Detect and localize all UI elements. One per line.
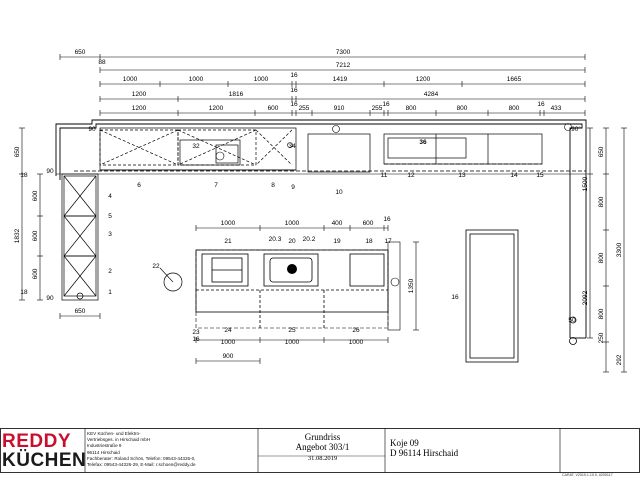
sink-drain-icon [216, 152, 224, 160]
dim-left-top: 650 [14, 146, 21, 158]
dim-right-4: 800 [598, 252, 605, 264]
label-36: 36 [419, 139, 427, 146]
left-tall-unit [62, 174, 98, 300]
dim-row4-a: 1200 [131, 91, 147, 98]
dim-left-small2: 18 [20, 172, 28, 179]
wall-socket-icon [333, 126, 340, 133]
dim-row5-g: 255 [371, 105, 383, 112]
dim-row5-f: 910 [333, 105, 345, 112]
software-version: CARAT, V2019.1.10.0, #200117 [562, 473, 613, 477]
dim-row5-h: 16 [382, 101, 390, 108]
right-dimension-labels [582, 146, 623, 365]
dim-island-left1: 23 [192, 329, 200, 336]
dim-row4-d: 4284 [423, 91, 439, 98]
plan-type: Grundriss [304, 432, 341, 442]
dim-left-small1: 90 [46, 168, 54, 175]
dim-row3-d: 16 [290, 72, 298, 79]
pos-12: 12 [407, 172, 415, 179]
pos-16: 16 [451, 294, 459, 301]
pos-10: 10 [335, 189, 343, 196]
dim-right-3: 3300 [616, 242, 623, 258]
dim-row5-i: 800 [405, 105, 417, 112]
customer-line2: D 96114 Hirschaid [390, 448, 459, 458]
left-dimensions [19, 128, 100, 319]
offer-number: Angebot 303/1 [295, 442, 350, 452]
pos-15: 15 [536, 172, 544, 179]
dim-island-offset: 900 [222, 353, 234, 360]
dim-row3-a: 1000 [122, 76, 138, 83]
kitchen-island [196, 250, 388, 328]
left-wall-numbers [108, 193, 112, 296]
pos-20-3: 20.3 [268, 236, 282, 243]
dim-row5-k: 800 [508, 105, 520, 112]
address-line: KEV Küchen- und Elektro- [87, 431, 141, 436]
pos-2: 2 [108, 268, 112, 275]
room-walls [56, 120, 586, 338]
right-socket-icon [570, 338, 577, 345]
dim-row5-e: 255 [298, 105, 310, 112]
dim-island-top3: 400 [331, 220, 343, 227]
pos-4: 4 [108, 193, 112, 200]
dim-island-left2: 16 [192, 336, 200, 343]
project-info [260, 428, 385, 472]
dim-row3-g: 1665 [506, 76, 522, 83]
dim-row5-l: 16 [537, 101, 545, 108]
dim-row3-e: 1419 [332, 76, 348, 83]
dim-row3-c: 1000 [253, 76, 269, 83]
dim-right-8: 250 [598, 332, 605, 344]
dim-right-2: 800 [598, 196, 605, 208]
pos-24: 24 [224, 327, 232, 334]
pos-19: 19 [333, 238, 341, 245]
dim-left-offset: 650 [74, 49, 86, 56]
pos-3: 3 [108, 231, 112, 238]
dim-island-bot2: 1000 [284, 339, 300, 346]
pos-5: 5 [108, 213, 112, 220]
dim-row5-m: 433 [550, 105, 562, 112]
address-line: 96114 Hirschaid [87, 449, 120, 455]
address-line: Industriestraße 9 [87, 443, 122, 449]
dim-island-top1: 1000 [220, 220, 236, 227]
dim-row2-a: 88 [98, 59, 106, 66]
pos-25: 25 [288, 327, 296, 334]
dim-island-top2: 1000 [284, 220, 300, 227]
dim-wall-top-left: 90 [88, 126, 96, 133]
pos-20: 20 [288, 238, 296, 245]
dim-island-top5: 16 [383, 216, 391, 223]
dim-row5-b: 1200 [208, 105, 224, 112]
pos-22: 22 [152, 263, 160, 270]
pos-26: 26 [352, 327, 360, 334]
sink-tap-icon [287, 264, 297, 274]
dim-row2-b: 7212 [335, 62, 351, 69]
dim-left-small3: 90 [46, 295, 54, 302]
dim-left-seg2: 600 [32, 230, 39, 242]
label-32: 32 [192, 143, 200, 150]
dim-total-width: 7300 [335, 49, 351, 56]
dim-row3-b: 1000 [188, 76, 204, 83]
pos-14: 14 [510, 172, 518, 179]
pos-20-2: 20.2 [302, 236, 316, 243]
pos-9: 9 [291, 184, 295, 191]
dim-row5-d: 16 [290, 101, 298, 108]
plan-date: 31.08.2019 [307, 455, 338, 462]
company-address [87, 431, 257, 475]
address-line: Vertriebsges. in Hirschaid mbH [87, 437, 151, 443]
island-numbers [152, 139, 576, 334]
customer-info [388, 428, 558, 472]
dim-right-1: 650 [598, 146, 605, 158]
pos-8: 8 [271, 182, 275, 189]
dim-row4-c: 16 [290, 87, 298, 94]
pos-7: 7 [214, 182, 218, 189]
pos-6: 6 [137, 182, 141, 189]
back-wall-symbols [216, 124, 572, 161]
label-34: 34 [288, 143, 296, 150]
brand-line1: REDDY [2, 431, 72, 452]
dim-right-5: 2092 [582, 290, 589, 306]
dim-left-seg1: 600 [32, 190, 39, 202]
dim-island-depth: 1350 [408, 278, 415, 294]
dim-island-bot1: 1000 [220, 339, 236, 346]
address-line: Telefax: 09543-44326-29, E-Mail: r.schoen@reddy.de [87, 462, 196, 468]
back-wall-numbers [137, 172, 544, 196]
brand-line2: KÜCHEN [2, 450, 87, 471]
dim-right-9: 292 [616, 354, 623, 366]
dim-left-height: 1832 [14, 228, 21, 244]
dim-right-7: 1500 [582, 176, 589, 192]
address-line: Fachberater: Roland Schön, Telefon: 09543-44326-0, [87, 455, 196, 461]
pos-11: 11 [380, 172, 388, 179]
customer-line1: Koje 09 [390, 438, 419, 448]
title-block [0, 428, 640, 480]
dim-right-6: 800 [598, 308, 605, 320]
dim-row5-j: 800 [456, 105, 468, 112]
label-50: 50 [568, 317, 576, 324]
dim-left-small4: 18 [20, 289, 28, 296]
dim-left-seg3: 600 [32, 268, 39, 280]
pos-1: 1 [108, 289, 112, 296]
dim-island-top4: 600 [362, 220, 374, 227]
brand-logo [2, 431, 87, 476]
top-dimension-labels [75, 49, 562, 112]
dim-row3-f: 1200 [415, 76, 431, 83]
back-wall-cabinets [56, 128, 586, 174]
dim-row4-b: 1816 [228, 91, 244, 98]
pos-21: 21 [224, 238, 232, 245]
pos-18: 18 [365, 238, 373, 245]
island-worktop [350, 254, 384, 286]
right-tall-unit [466, 230, 577, 362]
pos-17: 17 [384, 238, 392, 245]
dim-row5-c: 600 [267, 105, 279, 112]
dim-row5-a: 1200 [131, 105, 147, 112]
pos-13: 13 [458, 172, 466, 179]
angle-label: 90° [571, 126, 581, 133]
dim-island-bot3: 1000 [348, 339, 364, 346]
dim-left-width: 650 [74, 308, 86, 315]
